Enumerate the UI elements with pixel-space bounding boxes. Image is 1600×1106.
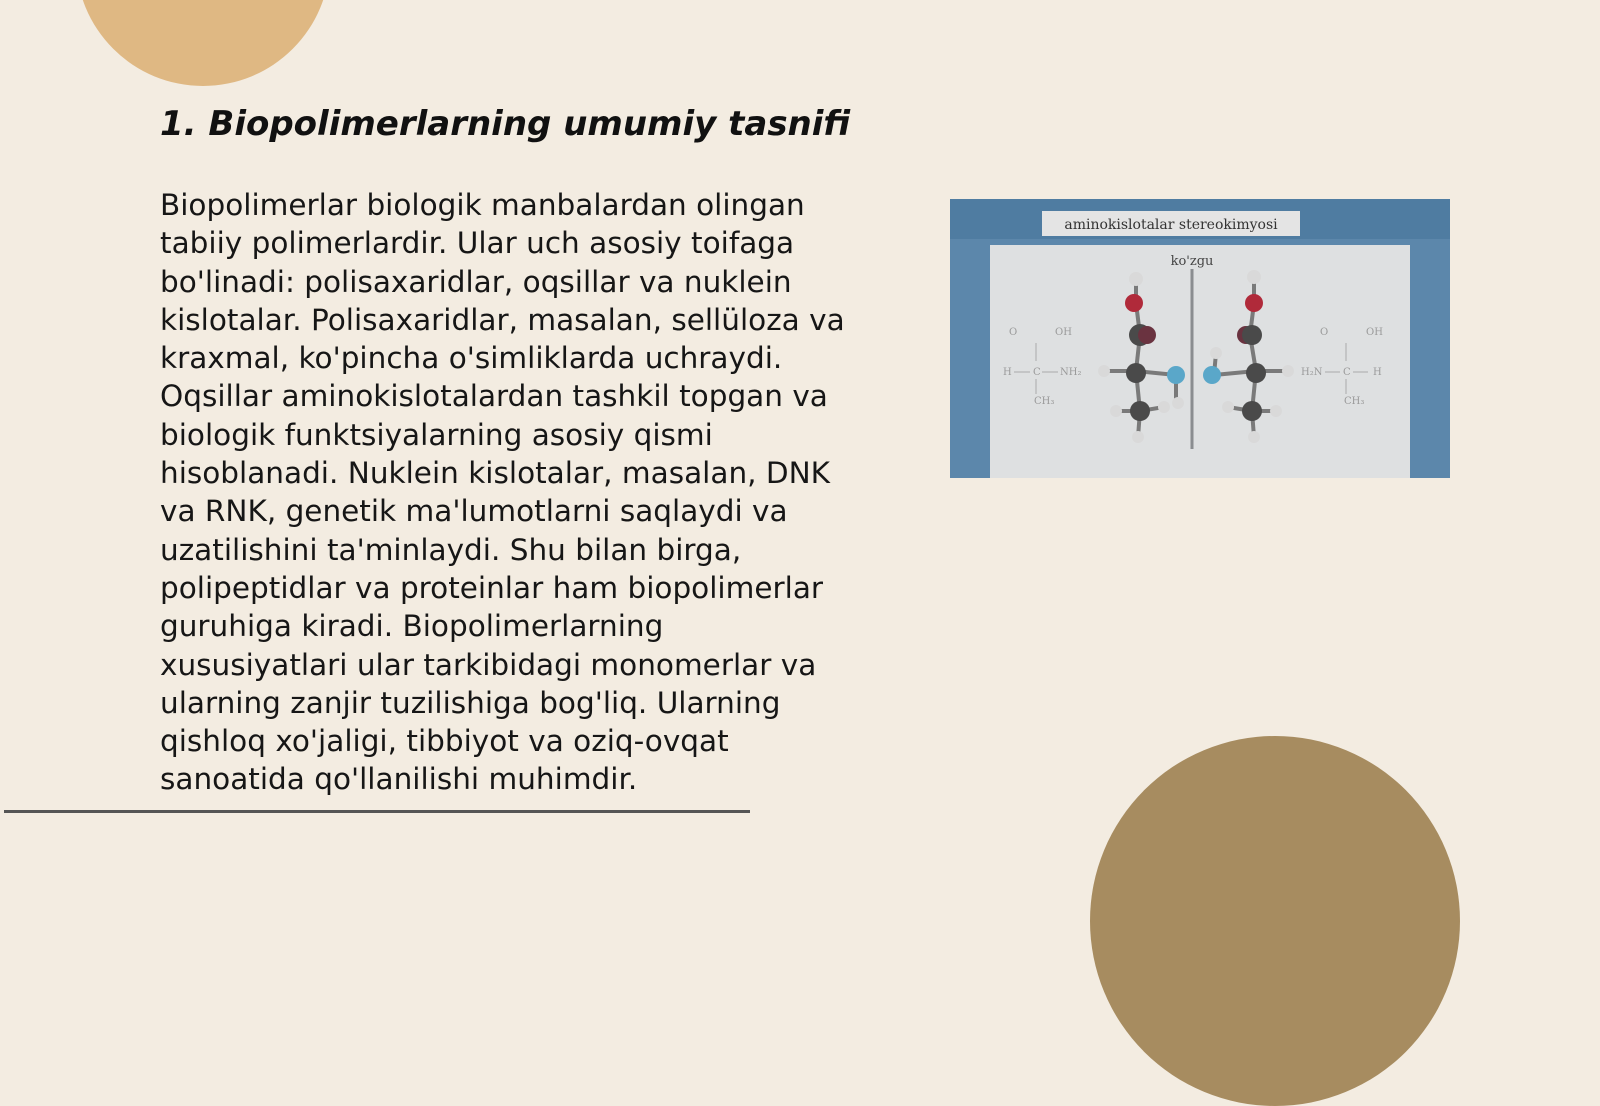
atom-hydrogen (1110, 405, 1122, 417)
atom-hydrogen (1158, 401, 1170, 413)
svg-text:H: H (1003, 367, 1012, 378)
atom-hydrogen (1222, 401, 1234, 413)
slide-title: 1. Biopolimerlarning umumiy tasnifi (160, 104, 851, 144)
divider-line (4, 810, 750, 813)
atom-carbon-alpha (1126, 363, 1146, 383)
atom-carbon-methyl (1130, 401, 1150, 421)
slide-body-text: Biopolimerlar biologik manbalardan olingan tabiiy polimerlardir. Ular uch asosiy toifaga bo'linadi: polisaxaridlar, oqsillar va nuklein kislotalar. Polisaxaridlar, masalan, sellüloza va kraxmal, ko'pincha o'simliklarda uchraydi. Oqsillar aminokislotalardan tashkil topgan va biologik funktsiyalarning asosiy qismi hisoblanadi. Nuklein kislotalar, masalan, DNK va RNK, genetik ma'lumotlarni saqlaydi va uzatilishini ta'minlaydi. Shu bilan birga, polipeptidlar va proteinlar ham biopolimerlar guruhiga kiradi. Biopolimerlarning xususiyatlari ular tarkibidagi monomerlar va ularning zanjir tuzilishiga bog'liq. Ularning qishloq xo'jaligi, tibbiyot va oziq-ovqat sanoatida qo'llanilishi muhimdir. (160, 188, 845, 797)
svg-text:H₂N: H₂N (1301, 367, 1323, 378)
figure-caption: aminokislotalar stereokimyosi (1064, 217, 1278, 233)
svg-text:CH₃: CH₃ (1034, 396, 1055, 407)
atom-oxygen-dark (1138, 326, 1156, 344)
decorative-circle-bottom (1090, 736, 1460, 1106)
svg-text:CH₃: CH₃ (1344, 396, 1365, 407)
decorative-circle-top (76, 0, 330, 86)
atom-carbon-alpha (1246, 363, 1266, 383)
svg-text:NH₂: NH₂ (1060, 367, 1082, 378)
atom-hydrogen (1172, 397, 1184, 409)
atom-oxygen (1245, 294, 1263, 312)
atom-hydrogen (1129, 272, 1143, 286)
figure-panel (990, 245, 1410, 478)
atom-hydrogen (1098, 365, 1110, 377)
svg-text:OH: OH (1366, 327, 1383, 338)
svg-text:O: O (1009, 327, 1018, 338)
atom-nitrogen (1167, 366, 1185, 384)
atom-hydrogen (1247, 270, 1261, 284)
svg-text:O: O (1320, 327, 1329, 338)
svg-text:C: C (1343, 367, 1351, 378)
amino-acid-stereochemistry-image (950, 199, 1450, 478)
atom-hydrogen (1248, 431, 1260, 443)
atom-hydrogen (1282, 365, 1294, 377)
atom-hydrogen (1210, 347, 1222, 359)
atom-carbon-carbonyl (1242, 325, 1262, 345)
mirror-label: ko'zgu (1170, 254, 1214, 269)
atom-nitrogen (1203, 366, 1221, 384)
atom-oxygen (1125, 294, 1143, 312)
svg-text:OH: OH (1055, 327, 1072, 338)
svg-text:H: H (1373, 367, 1382, 378)
atom-hydrogen (1132, 431, 1144, 443)
atom-hydrogen (1270, 405, 1282, 417)
atom-carbon-methyl (1242, 401, 1262, 421)
svg-text:C: C (1033, 367, 1041, 378)
